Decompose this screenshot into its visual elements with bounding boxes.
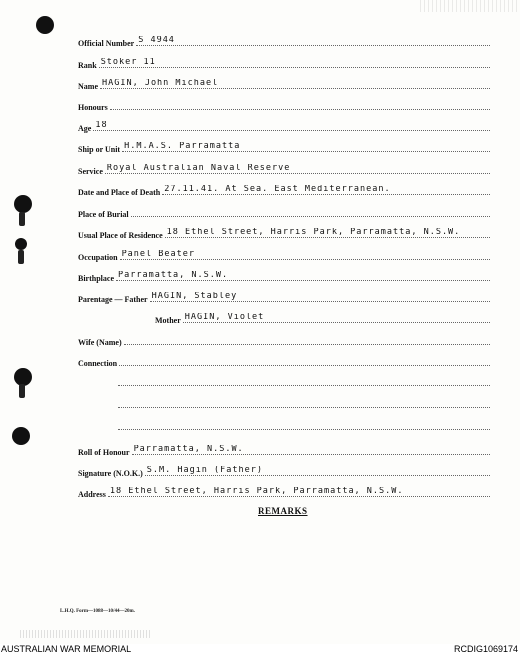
- field-name: [78, 79, 490, 91]
- punch-hole: [36, 16, 54, 34]
- field-label: Date and Place of Death: [78, 188, 161, 197]
- field-label: Place of Burial: [78, 210, 129, 219]
- field-line: [183, 313, 490, 323]
- field-value: Panel Beater: [121, 250, 195, 259]
- field-value: HAGIN, Stabley: [151, 292, 238, 301]
- field-line: [120, 250, 490, 260]
- punch-hole: [14, 195, 32, 213]
- field-label: Address: [78, 490, 106, 499]
- field-connection: [78, 356, 490, 368]
- punch-hole-stub: [19, 384, 25, 398]
- field-label: Roll of Honour: [78, 448, 130, 457]
- scan-noise: [420, 0, 520, 12]
- field-address: [78, 487, 490, 499]
- field-label: Signature (N.O.K.): [78, 469, 143, 478]
- punch-hole-stub: [19, 212, 25, 226]
- field-birthplace: [78, 271, 490, 283]
- field-value: 18: [95, 121, 108, 130]
- field-parentage-father: [78, 292, 490, 304]
- field-line: [124, 335, 490, 345]
- punch-hole-stub: [18, 250, 24, 264]
- field-service: [78, 164, 490, 176]
- archive-footer: [0, 644, 520, 654]
- field-label: Rank: [78, 61, 97, 70]
- field-value: 27.11.41. At Sea. East Mediterranean.: [164, 185, 391, 194]
- field-parentage-mother: [155, 313, 490, 325]
- punch-hole: [15, 238, 27, 250]
- field-line: [131, 207, 490, 217]
- field-line: [116, 271, 490, 281]
- field-label: Ship or Unit: [78, 145, 121, 154]
- field-place-of-burial: [78, 207, 490, 219]
- field-line: [100, 79, 490, 89]
- connection-line: [118, 407, 490, 408]
- field-value: Royal Australian Naval Reserve: [106, 164, 291, 173]
- field-date-place-of-death: [78, 185, 490, 197]
- field-label: Wife (Name): [78, 338, 122, 347]
- field-age: [78, 121, 490, 133]
- field-rank: [78, 58, 490, 70]
- field-label: Age: [78, 124, 92, 133]
- field-honours: [78, 100, 490, 112]
- field-value: 18 Ethel Street, Harris Park, Parramatta, N.S.W.: [109, 487, 404, 496]
- field-signature-nok: [78, 466, 490, 478]
- field-label: Name: [78, 82, 98, 91]
- field-line: [145, 466, 490, 476]
- punch-hole: [12, 427, 30, 445]
- footer-archive-name: AUSTRALIAN WAR MEMORIAL: [1, 644, 132, 654]
- field-line: [162, 185, 490, 195]
- field-occupation: [78, 250, 490, 262]
- field-line: [93, 121, 490, 131]
- field-label: Parentage — Father: [78, 295, 148, 304]
- field-value: H.M.A.S. Parramatta: [124, 142, 241, 151]
- field-label: Mother: [155, 316, 181, 325]
- field-label: Service: [78, 167, 103, 176]
- field-line: [110, 100, 490, 110]
- field-label: Birthplace: [78, 274, 114, 283]
- field-value: Parramatta, N.S.W.: [118, 271, 229, 280]
- field-label: Usual Place of Residence: [78, 231, 163, 240]
- field-line: [119, 356, 490, 366]
- field-line: [99, 58, 490, 68]
- field-value: Stoker 11: [100, 58, 156, 67]
- field-label: Honours: [78, 103, 108, 112]
- scan-noise: [20, 630, 150, 638]
- connection-line: [118, 385, 490, 386]
- field-value: 18 Ethel Street, Harris Park, Parramatta, N.S.W.: [166, 228, 461, 237]
- field-label: Connection: [78, 359, 118, 368]
- connection-line: [118, 429, 490, 430]
- field-value: HAGIN, John Michael: [102, 79, 219, 88]
- field-line: [122, 142, 490, 152]
- field-label: Occupation: [78, 253, 118, 262]
- field-ship-or-unit: [78, 142, 490, 154]
- field-roll-of-honour: [78, 445, 490, 457]
- field-line: [136, 36, 490, 46]
- field-value: S 4944: [138, 36, 175, 45]
- remarks-heading: REMARKS: [258, 506, 308, 516]
- field-value: S.M. Hagin (Father): [146, 466, 263, 475]
- field-line: [132, 445, 490, 455]
- field-line: [105, 164, 490, 174]
- field-label: Official Number: [78, 39, 135, 48]
- field-usual-residence: [78, 228, 490, 240]
- field-official-number: [78, 36, 490, 48]
- field-line: [108, 487, 490, 497]
- field-wife-name: [78, 335, 490, 347]
- field-value: Parramatta, N.S.W.: [133, 445, 244, 454]
- form-print-code: L.H.Q. Form—1088—10/44—20m.: [60, 609, 135, 614]
- field-line: [165, 228, 490, 238]
- field-line: [150, 292, 490, 302]
- footer-record-id: RCDIG1069174: [453, 644, 518, 654]
- field-value: HAGIN, Violet: [184, 313, 265, 322]
